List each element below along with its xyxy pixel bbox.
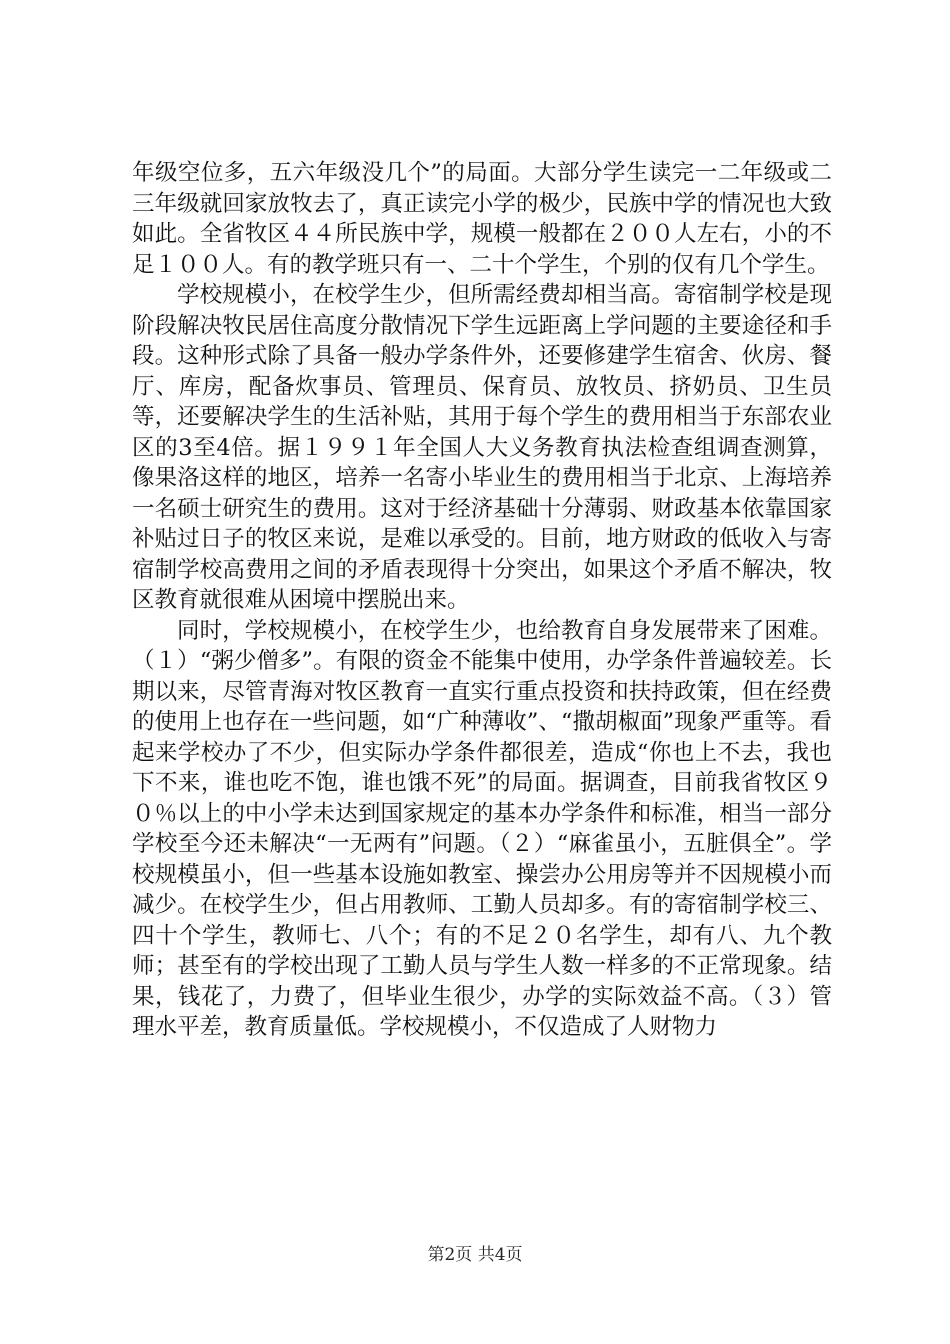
paragraph-2: 学校规模小，在校学生少，但所需经费却相当高。寄宿制学校是现阶段解决牧民居住高度分散情况下学生远距离上学问题的主要途径和手段。这种形式除了具备一般办学条件外，还要修建学生宿舍、伙房、餐厅、库房，配备炊事员、管理员、保育员、放牧员、挤奶员、卫生员等，还要解决学生的生活补贴，其用于每个学生的费用相当于东部农业区的3至4倍。据１９９１年全国人大义务教育执法检查组调查测算，像果洛这样的地区，培养一名寄小毕业生的费用相当于北京、上海培养一名硕士研究生的费用。这对于经济基础十分薄弱、财政基本依靠国家补贴过日子的牧区来说，是难以承受的。目前，地方财政的低收入与寄宿制学校高费用之间的矛盾表现得十分突出，如果这个矛盾不解决，牧区教育就很难从困境中摆脱出来。 [132,282,832,613]
paragraph-1: 年级空位多，五六年级没几个”的局面。大部分学生读完一二年级或二三年级就回家放牧去了，真正读完小学的极少，民族中学的情况也大致如此。全省牧区４４所民族中学，规模一般都在２００人左右，小的不足１００人。有的教学班只有一、二十个学生，个别的仅有几个学生。 [132,160,832,278]
document-body [132,158,832,1043]
paragraph-3: 同时，学校规模小，在校学生少，也给教育自身发展带来了困难。（１）“粥少僧多”。有限的资金不能集中使用，办学条件普遍较差。长期以来，尽管青海对牧区教育一直实行重点投资和扶持政策，但在经费的使用上也存在一些问题，如“广种薄收”、“撒胡椒面”现象严重等。看起来学校办了不少，但实际办学条件都很差，造成“你也上不去，我也下不来，谁也吃不饱，谁也饿不死”的局面。据调查，目前我省牧区９０％以上的中小学未达到国家规定的基本办学条件和标准，相当一部分学校至今还未解决“一无两有”问题。（２）“麻雀虽小，五脏俱全”。学校规模虽小，但一些基本设施如教室、操尝办公用房等并不因规模小而减少。在校学生少，但占用教师、工勤人员却多。有的寄宿制学校三、四十个学生，教师七、八个；有的不足２０名学生，却有八、九个教师；甚至有的学校出现了工勤人员与学生人数一样多的不正常现象。结果，钱花了，力费了，但毕业生很少，办学的实际效益不高。（３）管理水平差，教育质量低。学校规模小，不仅造成了人财物力 [132,617,832,1040]
page-number: 第2页 共4页 [427,1245,523,1265]
